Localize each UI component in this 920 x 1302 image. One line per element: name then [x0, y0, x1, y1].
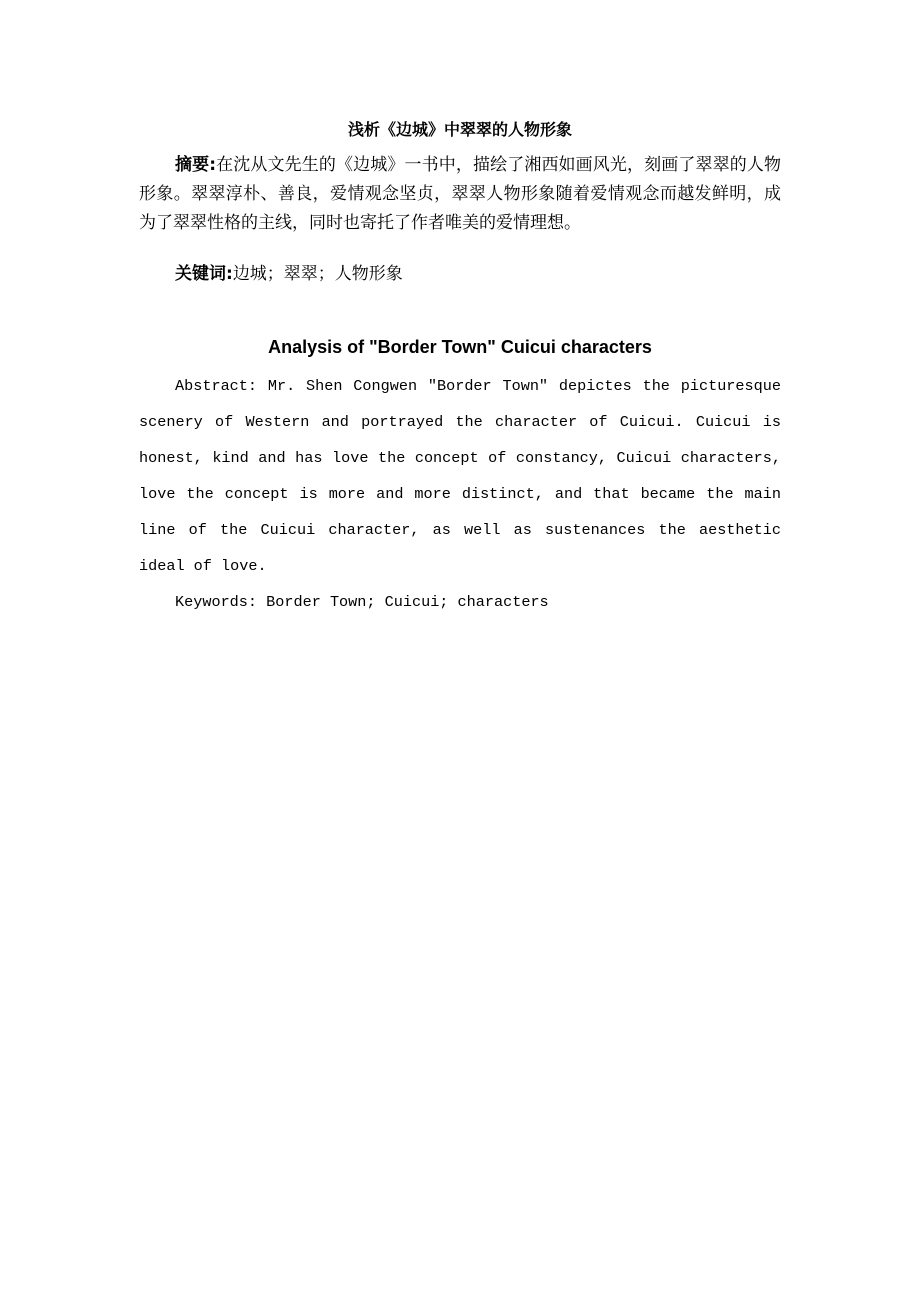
chinese-keywords-label: 关键词: — [175, 264, 233, 284]
chinese-keywords — [175, 260, 775, 289]
chinese-title: 浅析《边城》中翠翠的人物形象 — [347, 120, 572, 139]
english-title: Analysis of "Border Town" Cuicui characters — [268, 337, 652, 357]
english-keywords: Keywords: Border Town; Cuicui; characters — [175, 593, 549, 611]
chinese-abstract-text: 在沈从文先生的《边城》一书中，描绘了湘西如画风光，刻画了翠翠的人物形象。翠翠淳朴、善良，爱情观念坚贞，翠翠人物形象随着爱情观念而越发鲜明，成为了翠翠性格的主线，同时也寄托了作者唯美的爱情理想。 — [139, 155, 781, 233]
chinese-keywords-text: 边城；翠翠；人物形象 — [232, 264, 403, 284]
chinese-abstract — [139, 151, 781, 238]
chinese-abstract-label: 摘要: — [175, 155, 217, 175]
english-abstract: Abstract: Mr. Shen Congwen "Border Town" depictes the picturesque scenery of Western and portrayed the character of Cuicui. Cuicui is honest, kind and has love the concept of constancy, Cuicui characters, love the concept is more and more distinct, and that became the main line of the Cuicui character, as well as sustenances the aesthetic ideal of love. — [139, 377, 781, 575]
